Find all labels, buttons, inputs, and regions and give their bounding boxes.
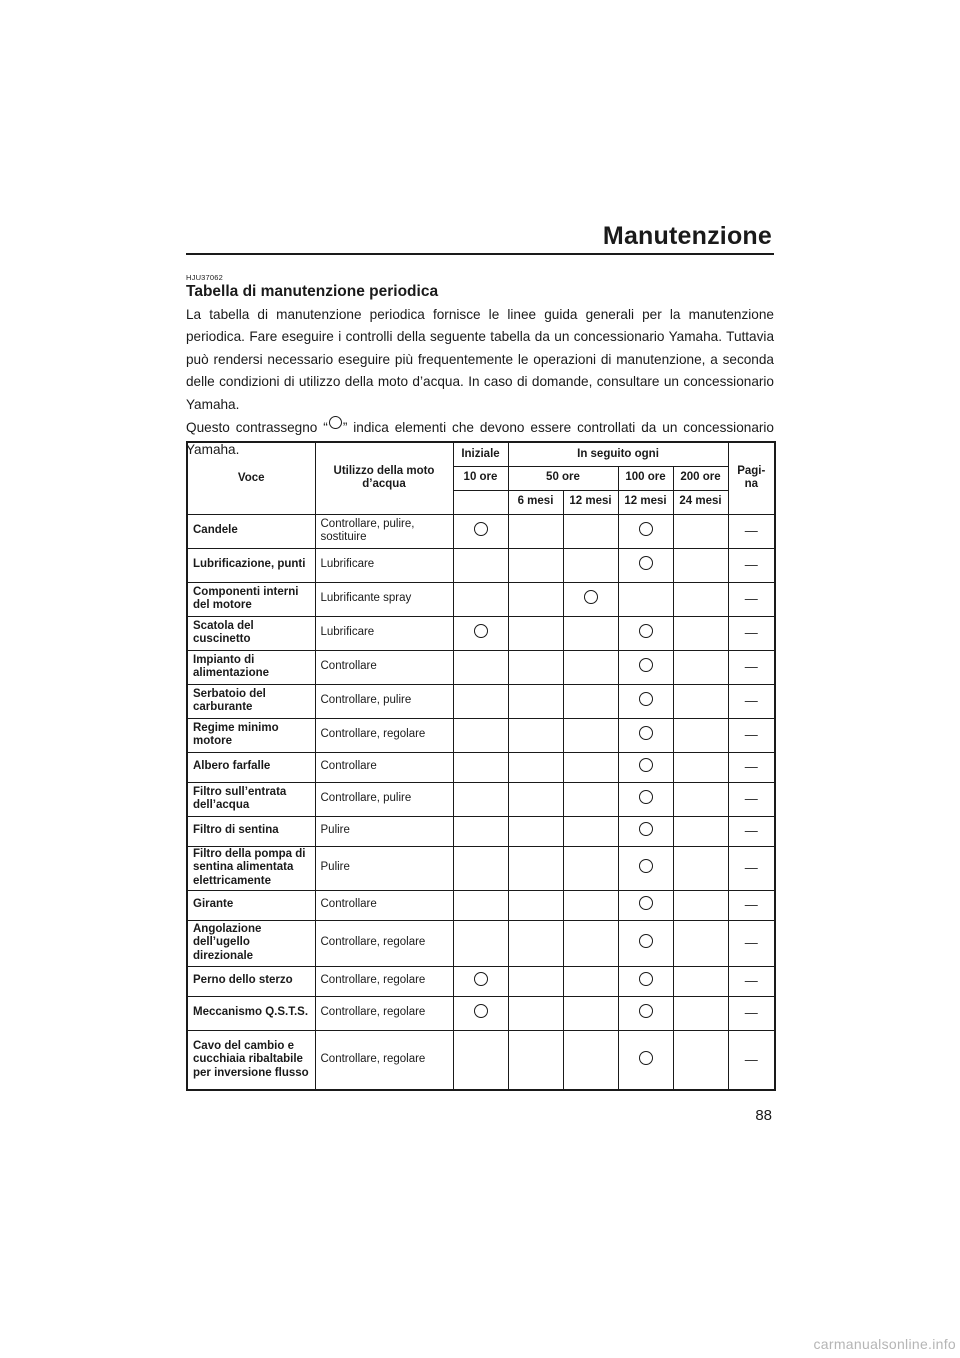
row-interval-cell	[673, 650, 728, 684]
row-action: Lubrificare	[315, 548, 453, 582]
row-item: Cavo del cambio e cucchiaia ribaltabile per inversione flusso	[187, 1030, 315, 1090]
row-action: Controllare, regolare	[315, 920, 453, 966]
row-page: —	[728, 752, 775, 782]
table-row	[187, 514, 775, 548]
row-page: —	[728, 920, 775, 966]
row-interval-cell	[453, 718, 508, 752]
circle-mark-icon	[639, 624, 653, 638]
table-row	[187, 816, 775, 846]
row-interval-cell	[508, 718, 563, 752]
row-action: Lubrificante spray	[315, 582, 453, 616]
row-interval-cell	[673, 514, 728, 548]
header-utilizzo: Utilizzo della moto d’acqua	[315, 442, 453, 514]
circle-mark-icon	[639, 1051, 653, 1065]
intro-text	[186, 304, 774, 462]
row-interval-cell	[563, 996, 618, 1030]
row-interval-cell	[508, 616, 563, 650]
row-interval-cell	[673, 616, 728, 650]
circle-mark-icon	[329, 416, 342, 429]
header-months-12b: 12 mesi	[618, 490, 673, 514]
row-interval-cell	[453, 846, 508, 890]
row-interval-cell	[453, 548, 508, 582]
row-interval-cell	[508, 782, 563, 816]
circle-mark-icon	[639, 726, 653, 740]
circle-mark-icon	[639, 934, 653, 948]
circle-mark-icon	[639, 556, 653, 570]
row-action: Controllare, pulire	[315, 684, 453, 718]
row-item: Perno dello sterzo	[187, 966, 315, 996]
row-action: Controllare, regolare	[315, 1030, 453, 1090]
circle-mark-icon	[639, 972, 653, 986]
intro-paragraph-2-end: ” indica elementi che devono essere controllati da un concessionario Yamaha.	[186, 420, 774, 458]
row-action: Controllare, pulire, sostituire	[315, 514, 453, 548]
row-page: —	[728, 966, 775, 996]
table-row	[187, 920, 775, 966]
row-interval-cell	[618, 966, 673, 996]
row-interval-cell	[508, 582, 563, 616]
row-item: Filtro sull’entrata dell’acqua	[187, 782, 315, 816]
circle-mark-icon	[639, 790, 653, 804]
table-body	[187, 514, 775, 1090]
watermark: carmanualsonline.info	[813, 1336, 956, 1352]
table-row	[187, 616, 775, 650]
row-item: Impianto di alimentazione	[187, 650, 315, 684]
circle-mark-icon	[639, 1004, 653, 1018]
row-interval-cell	[453, 1030, 508, 1090]
row-action: Controllare, regolare	[315, 966, 453, 996]
row-interval-cell	[618, 548, 673, 582]
row-interval-cell	[563, 920, 618, 966]
row-page: —	[728, 718, 775, 752]
row-interval-cell	[453, 920, 508, 966]
row-interval-cell	[508, 816, 563, 846]
row-interval-cell	[618, 514, 673, 548]
row-action: Controllare	[315, 752, 453, 782]
intro-paragraph-1: La tabella di manutenzione periodica fornisce le linee guida generali per la manutenzione periodica. Fare eseguire i controlli della seguente tabella da un concessionario Yamaha. Tuttavia può rendersi necessario eseguire più frequentemente le operazioni di manutenzione, a seconda delle condizioni di utilizzo della moto d’acqua. In caso di domande, consultare un concessionario Yamaha.	[186, 307, 774, 412]
row-interval-cell	[453, 582, 508, 616]
row-interval-cell	[563, 514, 618, 548]
circle-mark-icon	[639, 522, 653, 536]
row-interval-cell	[453, 514, 508, 548]
row-interval-cell	[563, 616, 618, 650]
row-interval-cell	[508, 966, 563, 996]
row-interval-cell	[618, 718, 673, 752]
table-row	[187, 782, 775, 816]
row-page: —	[728, 616, 775, 650]
row-interval-cell	[508, 1030, 563, 1090]
row-interval-cell	[508, 548, 563, 582]
row-interval-cell	[618, 816, 673, 846]
row-interval-cell	[563, 582, 618, 616]
row-interval-cell	[563, 548, 618, 582]
header-hours-200: 200 ore	[673, 466, 728, 490]
row-interval-cell	[508, 514, 563, 548]
table-row	[187, 996, 775, 1030]
row-item: Componenti interni del motore	[187, 582, 315, 616]
row-interval-cell	[673, 1030, 728, 1090]
row-action: Controllare, regolare	[315, 718, 453, 752]
row-interval-cell	[508, 996, 563, 1030]
row-interval-cell	[673, 966, 728, 996]
row-interval-cell	[563, 846, 618, 890]
row-item: Scatola del cuscinetto	[187, 616, 315, 650]
row-item: Filtro di sentina	[187, 816, 315, 846]
row-interval-cell	[673, 718, 728, 752]
table-row	[187, 752, 775, 782]
row-interval-cell	[618, 846, 673, 890]
table-row	[187, 582, 775, 616]
row-interval-cell	[673, 782, 728, 816]
table-row	[187, 684, 775, 718]
row-page: —	[728, 816, 775, 846]
row-interval-cell	[453, 782, 508, 816]
row-interval-cell	[563, 650, 618, 684]
row-interval-cell	[618, 1030, 673, 1090]
header-months-24: 24 mesi	[673, 490, 728, 514]
row-page: —	[728, 684, 775, 718]
row-item: Regime minimo motore	[187, 718, 315, 752]
row-interval-cell	[618, 752, 673, 782]
row-interval-cell	[453, 816, 508, 846]
row-action: Controllare	[315, 650, 453, 684]
row-page: —	[728, 890, 775, 920]
row-item: Meccanismo Q.S.T.S.	[187, 996, 315, 1030]
row-interval-cell	[453, 890, 508, 920]
section-code: HJU37062	[186, 273, 224, 282]
circle-mark-icon	[639, 822, 653, 836]
table-row	[187, 1030, 775, 1090]
row-interval-cell	[563, 816, 618, 846]
row-interval-cell	[453, 966, 508, 996]
row-action: Lubrificare	[315, 616, 453, 650]
row-interval-cell	[453, 996, 508, 1030]
row-page: —	[728, 996, 775, 1030]
row-interval-cell	[673, 816, 728, 846]
header-hours-100: 100 ore	[618, 466, 673, 490]
row-interval-cell	[618, 920, 673, 966]
row-interval-cell	[563, 684, 618, 718]
row-interval-cell	[618, 650, 673, 684]
header-months-6: 6 mesi	[508, 490, 563, 514]
row-interval-cell	[673, 752, 728, 782]
row-interval-cell	[508, 684, 563, 718]
header-months-empty	[453, 490, 508, 514]
circle-mark-icon	[474, 972, 488, 986]
row-action: Controllare, pulire	[315, 782, 453, 816]
row-interval-cell	[563, 782, 618, 816]
table-row	[187, 650, 775, 684]
row-interval-cell	[453, 752, 508, 782]
row-item: Filtro della pompa di sentina alimentata elettricamente	[187, 846, 315, 890]
row-page: —	[728, 846, 775, 890]
row-interval-cell	[673, 920, 728, 966]
header-voce: Voce	[187, 442, 315, 514]
row-interval-cell	[673, 684, 728, 718]
row-page: —	[728, 782, 775, 816]
row-item: Girante	[187, 890, 315, 920]
row-interval-cell	[508, 752, 563, 782]
row-action: Controllare	[315, 890, 453, 920]
circle-mark-icon	[639, 658, 653, 672]
row-interval-cell	[673, 890, 728, 920]
header-hours-10: 10 ore	[453, 466, 508, 490]
row-page: —	[728, 650, 775, 684]
circle-mark-icon	[474, 522, 488, 536]
header-months-12a: 12 mesi	[563, 490, 618, 514]
intro-paragraph-2-start: Questo contrassegno “	[186, 420, 328, 436]
circle-mark-icon	[639, 896, 653, 910]
row-interval-cell	[563, 752, 618, 782]
section-title: Tabella di manutenzione periodica	[186, 283, 439, 300]
table-row	[187, 966, 775, 996]
row-interval-cell	[508, 890, 563, 920]
row-interval-cell	[618, 890, 673, 920]
row-page: —	[728, 1030, 775, 1090]
row-interval-cell	[563, 718, 618, 752]
row-interval-cell	[563, 966, 618, 996]
chapter-title: Manutenzione	[602, 222, 772, 250]
row-interval-cell	[508, 920, 563, 966]
table-row	[187, 890, 775, 920]
row-interval-cell	[453, 684, 508, 718]
row-action: Pulire	[315, 816, 453, 846]
row-action: Controllare, regolare	[315, 996, 453, 1030]
row-page: —	[728, 514, 775, 548]
row-interval-cell	[618, 684, 673, 718]
circle-mark-icon	[639, 859, 653, 873]
row-action: Pulire	[315, 846, 453, 890]
row-item: Serbatoio del carburante	[187, 684, 315, 718]
row-interval-cell	[563, 890, 618, 920]
row-item: Angolazione dell’ugello direzionale	[187, 920, 315, 966]
page-number: 88	[755, 1107, 772, 1124]
header-pagina: Pagi- na	[728, 442, 775, 514]
circle-mark-icon	[584, 590, 598, 604]
row-interval-cell	[508, 650, 563, 684]
row-interval-cell	[673, 582, 728, 616]
row-item: Lubrificazione, punti	[187, 548, 315, 582]
circle-mark-icon	[474, 624, 488, 638]
row-interval-cell	[563, 1030, 618, 1090]
row-interval-cell	[618, 582, 673, 616]
circle-mark-icon	[639, 758, 653, 772]
row-interval-cell	[673, 996, 728, 1030]
row-interval-cell	[453, 650, 508, 684]
header-iniziale: Iniziale	[453, 442, 508, 466]
row-interval-cell	[453, 616, 508, 650]
row-page: —	[728, 582, 775, 616]
table-row	[187, 846, 775, 890]
header-rule	[186, 253, 774, 255]
row-interval-cell	[618, 782, 673, 816]
row-item: Candele	[187, 514, 315, 548]
row-interval-cell	[508, 846, 563, 890]
header-hours-50: 50 ore	[508, 466, 618, 490]
row-interval-cell	[673, 846, 728, 890]
maintenance-table	[186, 441, 776, 1091]
row-item: Albero farfalle	[187, 752, 315, 782]
row-page: —	[728, 548, 775, 582]
header-in-seguito: In seguito ogni	[508, 442, 728, 466]
row-interval-cell	[618, 996, 673, 1030]
circle-mark-icon	[474, 1004, 488, 1018]
table-row	[187, 548, 775, 582]
table-row	[187, 718, 775, 752]
row-interval-cell	[673, 548, 728, 582]
circle-mark-icon	[639, 692, 653, 706]
row-interval-cell	[618, 616, 673, 650]
